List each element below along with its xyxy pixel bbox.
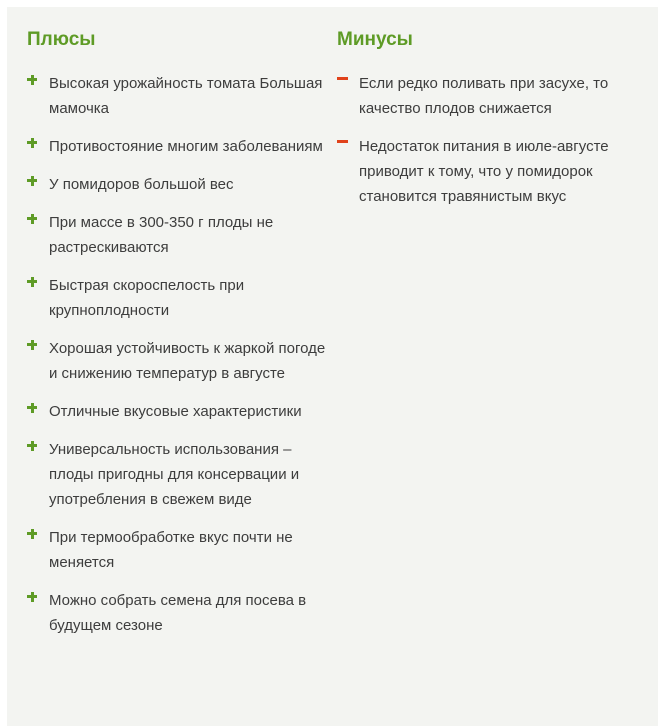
pros-list-item <box>27 588 327 638</box>
pros-item-text: Можно собрать семена для посева в будущем сезоне <box>49 592 307 634</box>
plus-icon <box>27 134 39 159</box>
cons-list <box>337 71 627 209</box>
pros-list-item <box>27 210 327 260</box>
minus-icon <box>337 71 349 96</box>
plus-icon <box>27 399 39 424</box>
plus-icon <box>27 273 39 298</box>
plus-icon <box>27 336 39 361</box>
pros-cons-panel <box>7 7 658 726</box>
pros-item-text: Хорошая устойчивость к жаркой погоде и снижению температур в августе <box>49 340 326 382</box>
pros-item-text: При термообработке вкус почти не меняется <box>49 529 293 571</box>
pros-item-text: Противостояние многим заболеваниям <box>49 138 323 155</box>
pros-item-text: Быстрая скороспелость при крупноплодности <box>49 277 245 319</box>
plus-icon <box>27 437 39 462</box>
pros-item-text: При массе в 300-350 г плоды не растрескиваются <box>49 214 274 256</box>
pros-list-item <box>27 172 327 197</box>
pros-item-text: Высокая урожайность томата Большая мамочка <box>49 75 323 117</box>
cons-column <box>337 29 627 222</box>
pros-title: Плюсы <box>27 29 96 50</box>
pros-list-item <box>27 399 327 424</box>
minus-icon <box>337 134 349 159</box>
cons-list-item <box>337 71 627 121</box>
pros-list-item <box>27 134 327 159</box>
cons-list-item <box>337 134 627 209</box>
plus-icon <box>27 210 39 235</box>
pros-list <box>27 71 327 638</box>
pros-item-text: Универсальность использования – плоды пригодны для консервации и употребления в свежем виде <box>49 441 300 508</box>
cons-item-text: Недостаток питания в июле-августе приводит к тому, что у помидорок становится травянистым вкус <box>359 138 609 205</box>
plus-icon <box>27 525 39 550</box>
plus-icon <box>27 588 39 613</box>
pros-list-item <box>27 336 327 386</box>
pros-item-text: Отличные вкусовые характеристики <box>49 403 302 420</box>
pros-list-item <box>27 71 327 121</box>
plus-icon <box>27 172 39 197</box>
cons-item-text: Если редко поливать при засухе, то качество плодов снижается <box>359 75 609 117</box>
pros-item-text: У помидоров большой вес <box>49 176 234 193</box>
pros-list-item <box>27 437 327 512</box>
pros-list-item <box>27 273 327 323</box>
plus-icon <box>27 71 39 96</box>
cons-title: Минусы <box>337 29 413 50</box>
pros-list-item <box>27 525 327 575</box>
pros-column <box>27 29 327 651</box>
